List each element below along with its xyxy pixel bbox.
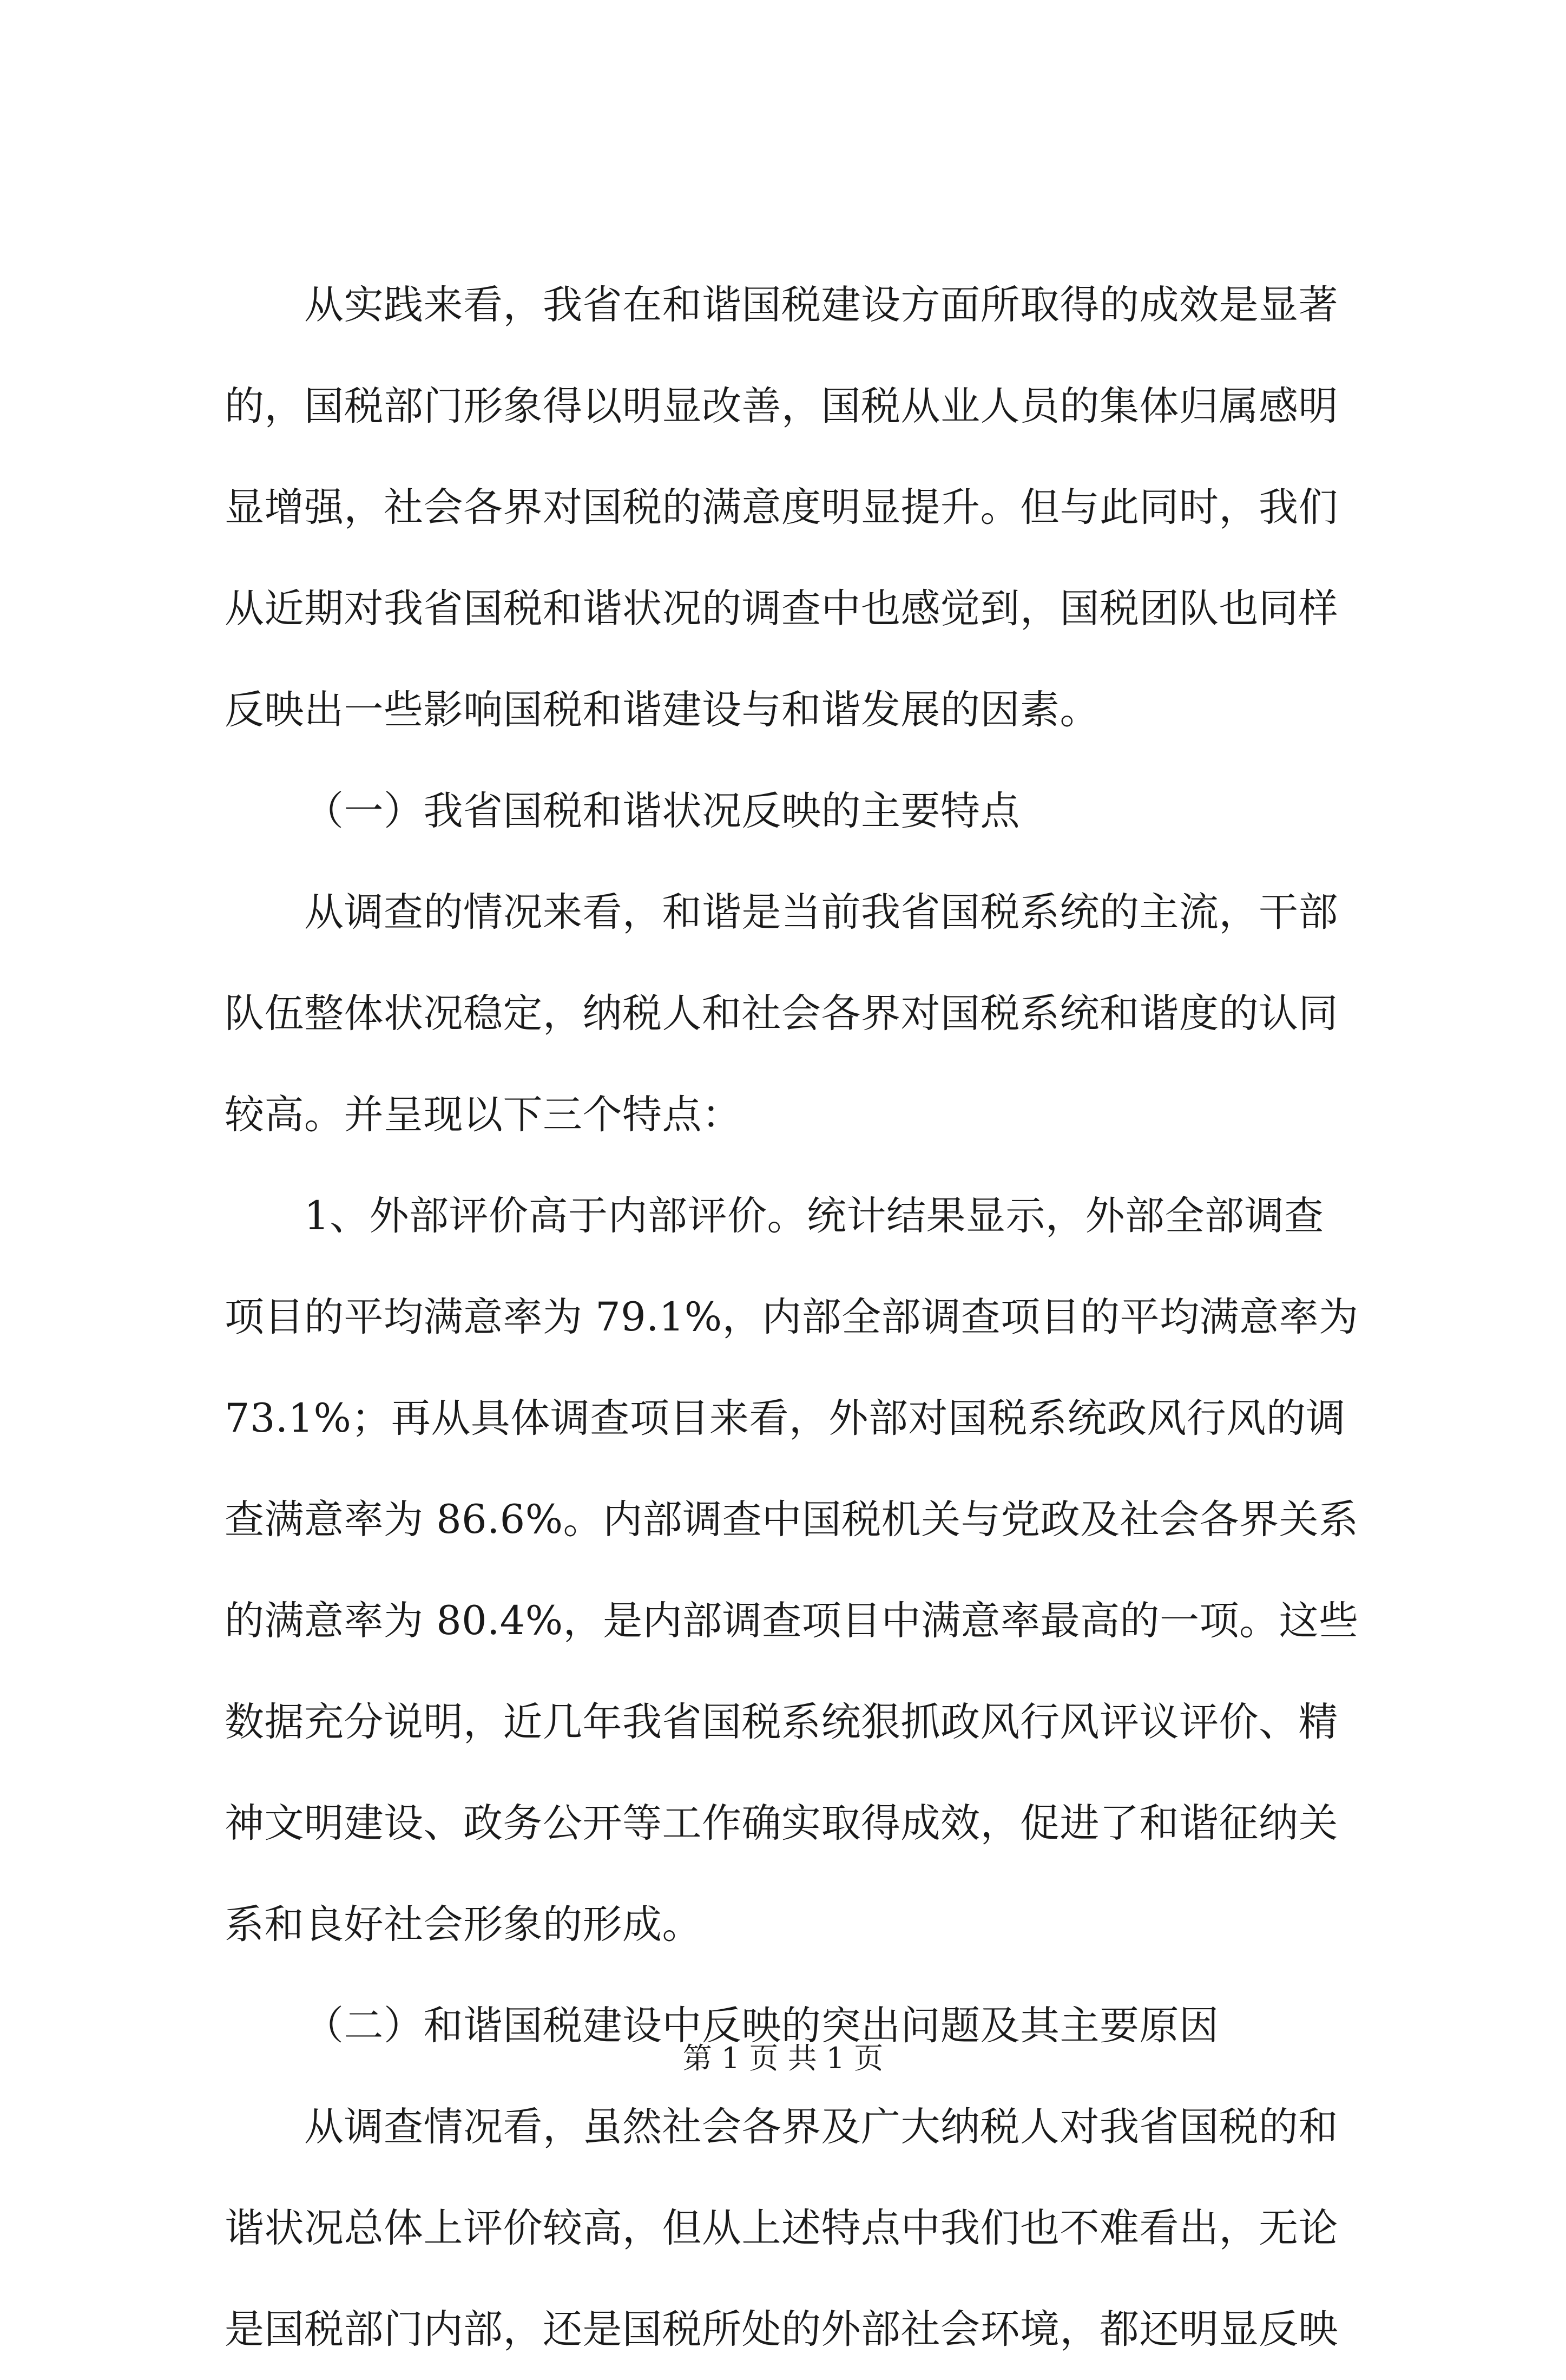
paragraph-3-line-2: 项目的平均满意率为 79.1%，内部全部调查项目的平均满意率为 bbox=[225, 1294, 1359, 1340]
paragraph-1-line-2: 的，国税部门形象得以明显改善，国税从业人员的集体归属感明 bbox=[225, 383, 1338, 429]
section-heading-2: （二）和谐国税建设中反映的突出问题及其主要原因 bbox=[304, 2003, 1219, 2049]
paragraph-3-line-3: 73.1%；再从具体调查项目来看，外部对国税系统政风行风的调 bbox=[225, 1395, 1346, 1441]
paragraph-3-line-6: 数据充分说明，近几年我省国税系统狠抓政风行风评议评价、精 bbox=[225, 1699, 1338, 1745]
paragraph-3-line-7: 神文明建设、政务公开等工作确实取得成效，促进了和谐征纳关 bbox=[225, 1800, 1338, 1846]
paragraph-4-line-1: 从调查情况看，虽然社会各界及广大纳税人对我省国税的和 bbox=[304, 2104, 1338, 2150]
paragraph-4-line-3: 是国税部门内部，还是国税所处的外部社会环境，都还明显反映 bbox=[225, 2306, 1338, 2352]
paragraph-3-line-1: 1、外部评价高于内部评价。统计结果显示，外部全部调查 bbox=[304, 1193, 1324, 1239]
paragraph-3-line-4: 查满意率为 86.6%。内部调查中国税机关与党政及社会各界关系 bbox=[225, 1497, 1359, 1543]
paragraph-2-line-3: 较高。并呈现以下三个特点： bbox=[225, 1092, 742, 1138]
paragraph-2-line-2: 队伍整体状况稳定，纳税人和社会各界对国税系统和谐度的认同 bbox=[225, 991, 1338, 1037]
page-footer bbox=[0, 2040, 1566, 2077]
paragraph-4-line-2: 谐状况总体上评价较高，但从上述特点中我们也不难看出，无论 bbox=[225, 2205, 1338, 2251]
paragraph-1-line-1: 从实践来看，我省在和谐国税建设方面所取得的成效是显著 bbox=[304, 282, 1338, 328]
paragraph-1-line-4: 从近期对我省国税和谐状况的调查中也感觉到，国税团队也同样 bbox=[225, 586, 1338, 632]
paragraph-2-line-1: 从调查的情况来看，和谐是当前我省国税系统的主流，干部 bbox=[304, 889, 1338, 935]
section-heading-1: （一）我省国税和谐状况反映的主要特点 bbox=[304, 788, 1020, 834]
paragraph-1-line-5: 反映出一些影响国税和谐建设与和谐发展的因素。 bbox=[225, 687, 1100, 733]
paragraph-3-line-8: 系和良好社会形象的形成。 bbox=[225, 1902, 702, 1948]
page-number-label: 第 1 页 共 1 页 bbox=[682, 2041, 884, 2075]
paragraph-3-line-5: 的满意率为 80.4%，是内部调查项目中满意率最高的一项。这些 bbox=[225, 1598, 1359, 1644]
paragraph-1-line-3: 显增强，社会各界对国税的满意度明显提升。但与此同时，我们 bbox=[225, 484, 1338, 530]
